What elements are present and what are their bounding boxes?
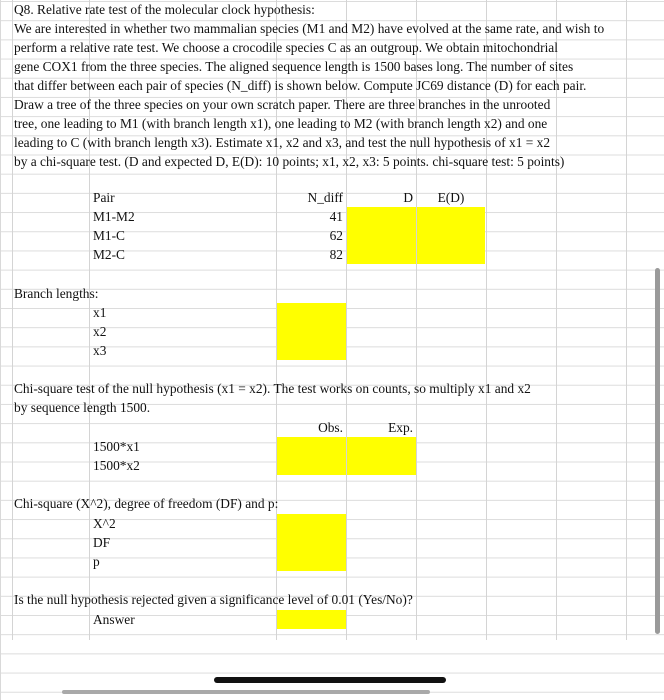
d-answer-cell[interactable]: [347, 226, 416, 245]
branch-x3-answer-cell[interactable]: [277, 341, 346, 360]
final-question: Is the null hypothesis rejected given a significance level of 0.01 (Yes/No)?: [14, 592, 413, 607]
chi-square-label: X^2: [93, 516, 116, 531]
header-pair: Pair: [93, 190, 115, 205]
header-ed: E(D): [437, 190, 465, 205]
chi-test-description: Chi-square test of the null hypothesis (x1 = x2). The test works on counts, so multiply x1 and x2: [14, 381, 531, 396]
header-exp: Exp.: [388, 420, 413, 435]
branch-x1-answer-cell[interactable]: [277, 303, 346, 322]
question-line: We are interested in whether two mammalian species (M1 and M2) have evolved at the same rate, and wish to: [14, 21, 605, 36]
pair-label: M2-C: [93, 247, 125, 262]
chi-row-label: 1500*x1: [93, 439, 140, 454]
header-d: D: [403, 190, 413, 205]
d-answer-cell[interactable]: [347, 245, 416, 264]
question-line: that differ between each pair of species (N_diff) is shown below. Compute JC69 distance (D) for each pair.: [14, 78, 587, 93]
branch-x2-answer-cell[interactable]: [277, 322, 346, 341]
exp-answer-cell[interactable]: [347, 456, 416, 475]
chi-result-label: Chi-square (X^2), degree of freedom (DF) and p:: [14, 496, 279, 511]
branch-lengths-label: Branch lengths:: [14, 286, 99, 301]
df-answer-cell[interactable]: [277, 533, 346, 552]
page-progress-track: [62, 690, 430, 694]
question-line: tree, one leading to M1 (with branch length x1), one leading to M2 (with branch length x2) and one: [14, 116, 548, 131]
final-answer-cell[interactable]: [277, 610, 346, 629]
d-answer-cell[interactable]: [347, 207, 416, 226]
home-indicator[interactable]: [214, 677, 446, 683]
question-line: leading to C (with branch length x3). Estimate x1, x2 and x3, and test the null hypothesis of x1 = x2: [14, 135, 551, 150]
question-title: Q8. Relative rate test of the molecular clock hypothesis:: [14, 2, 315, 17]
p-answer-cell[interactable]: [277, 552, 346, 571]
question-line: perform a relative rate test. We choose a crocodile species C as an outgroup. We obtain mitochondrial: [14, 40, 558, 55]
pair-label: M1-C: [93, 228, 125, 243]
vertical-scrollbar[interactable]: [655, 268, 660, 634]
exp-answer-cell[interactable]: [347, 437, 416, 456]
question-line: gene COX1 from the three species. The aligned sequence length is 1500 bases long. The number of sites: [14, 59, 574, 74]
df-label: DF: [93, 535, 111, 550]
header-obs: Obs.: [318, 420, 343, 435]
branch-x2-label: x2: [93, 324, 107, 339]
ed-answer-cell[interactable]: [417, 245, 485, 264]
answer-label: Answer: [93, 612, 135, 627]
ed-answer-cell[interactable]: [417, 207, 485, 226]
branch-x1-label: x1: [93, 305, 107, 320]
question-line: Draw a tree of the three species on your own scratch paper. There are three branches in the unrooted: [14, 97, 551, 112]
obs-answer-cell[interactable]: [277, 456, 346, 475]
n-diff-value: 41: [329, 209, 343, 224]
n-diff-value: 82: [329, 247, 343, 262]
chi-test-description: by sequence length 1500.: [14, 400, 151, 415]
column-divider: [626, 0, 627, 640]
chi-row-label: 1500*x2: [93, 458, 140, 473]
pair-label: M1-M2: [93, 209, 135, 224]
question-line: by a chi-square test. (D and expected D, E(D): 10 points; x1, x2, x3: 5 points. chi-square test: 5 points): [14, 154, 565, 169]
ed-answer-cell[interactable]: [417, 226, 485, 245]
n-diff-value: 62: [329, 228, 343, 243]
chi-square-answer-cell[interactable]: [277, 514, 346, 533]
p-label: p: [93, 554, 100, 569]
obs-answer-cell[interactable]: [277, 437, 346, 456]
branch-x3-label: x3: [93, 343, 107, 358]
column-divider: [12, 0, 13, 640]
column-divider: [556, 0, 557, 640]
header-n-diff: N_diff: [307, 190, 343, 205]
